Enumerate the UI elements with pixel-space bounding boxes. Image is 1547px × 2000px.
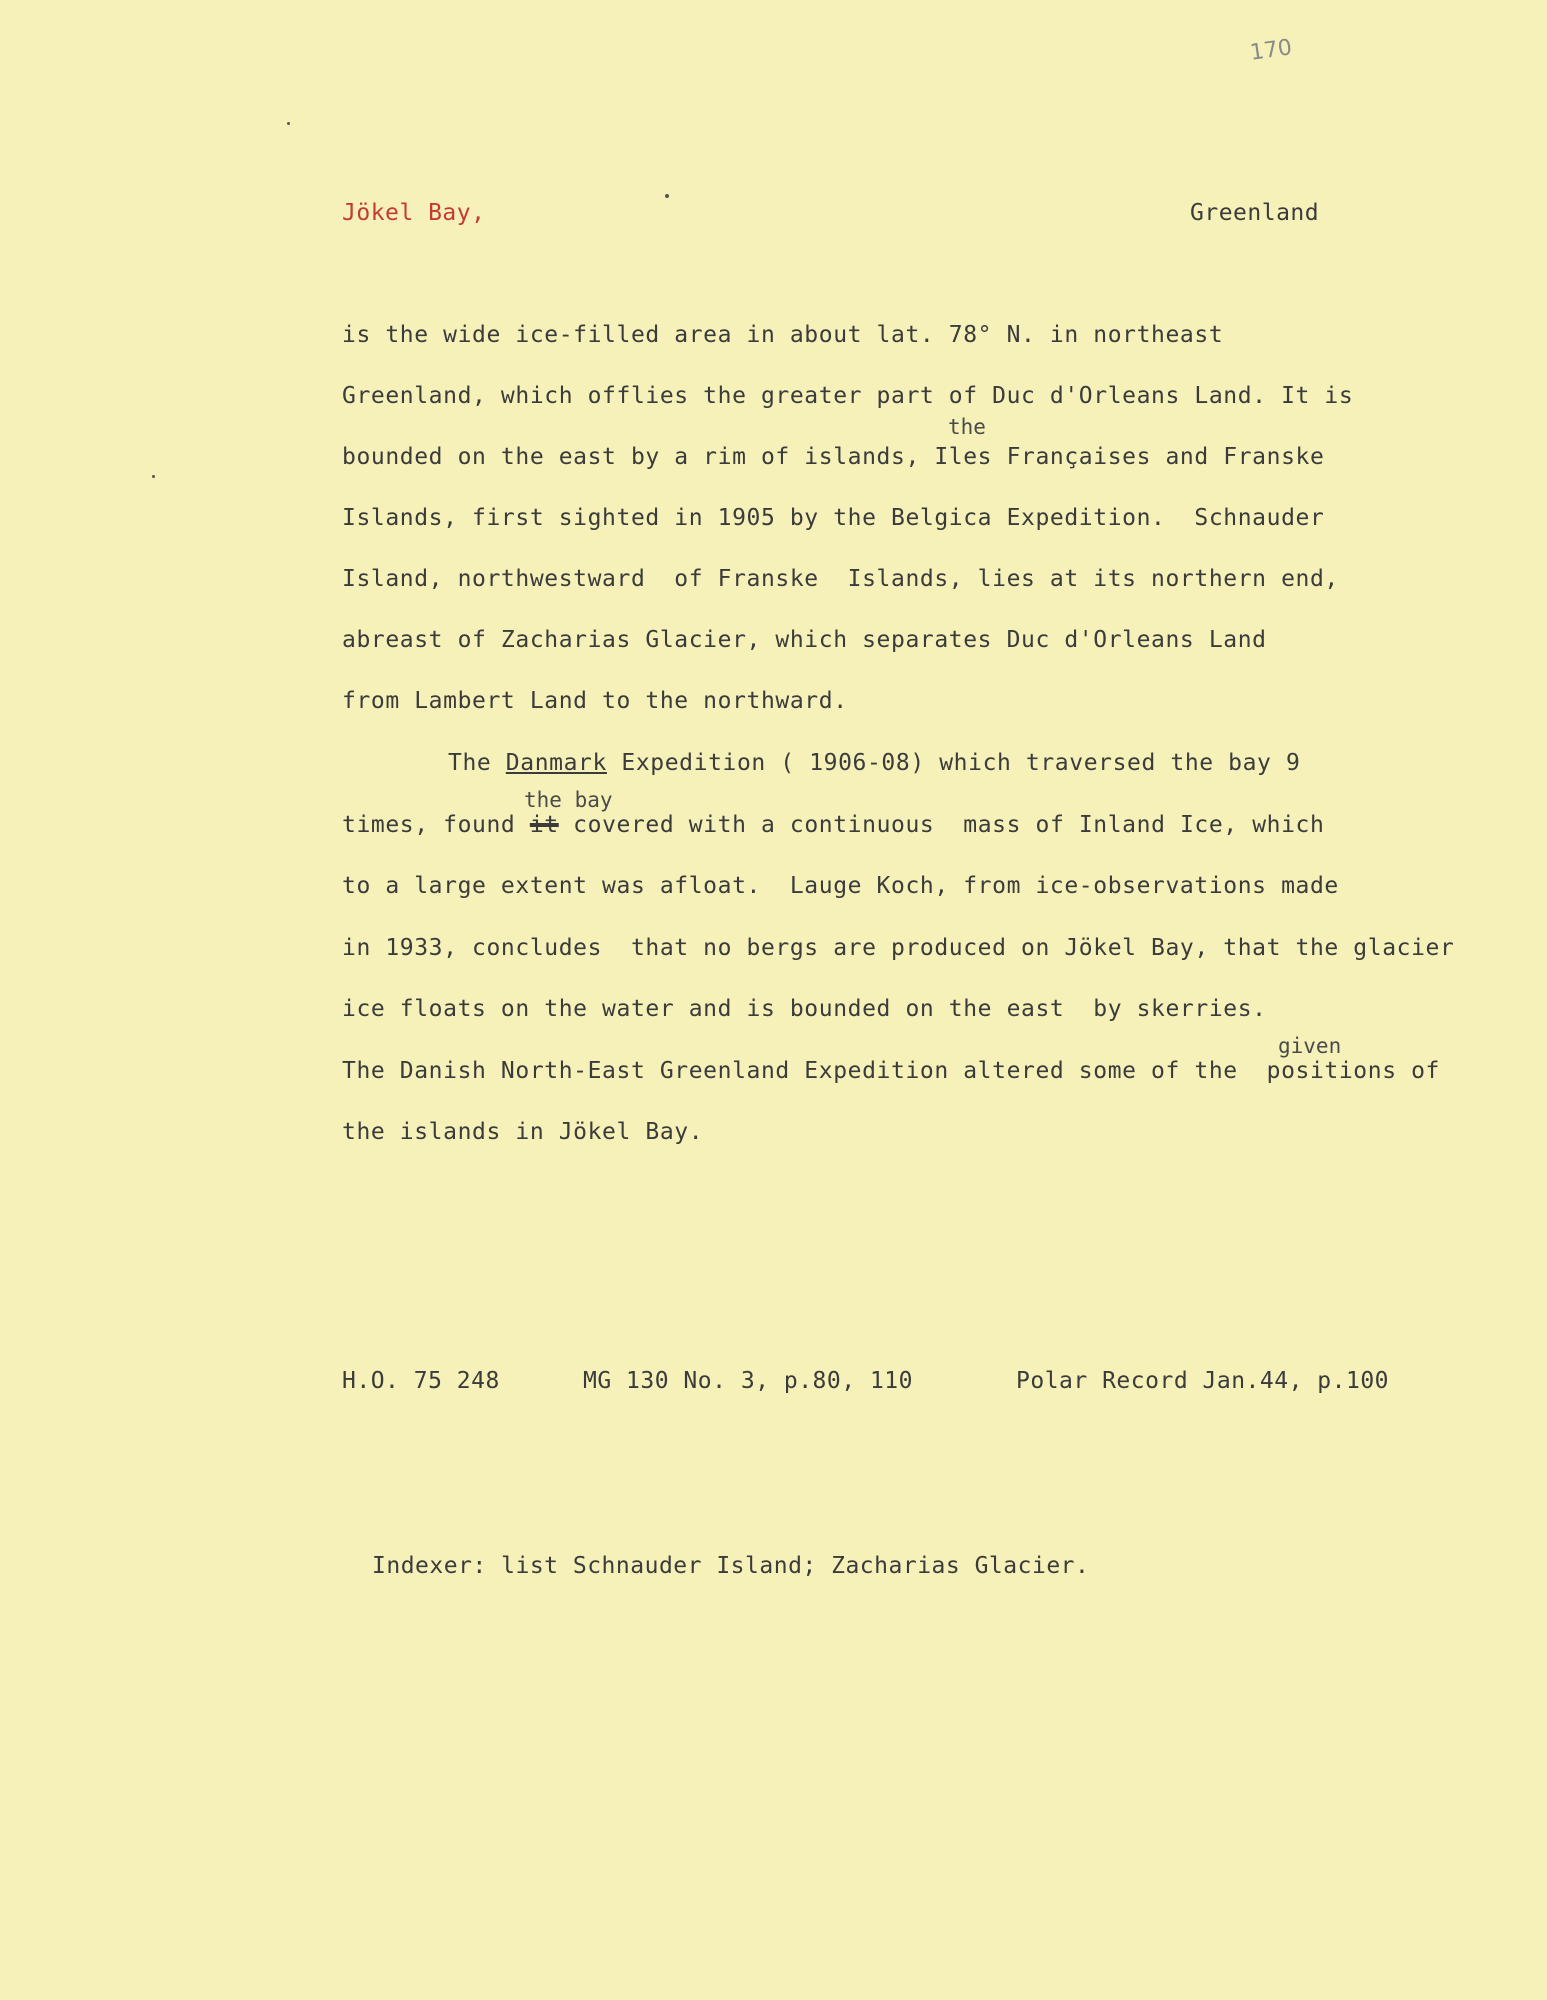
body-line-6: abreast of Zacharias Glacier, which separates Duc d'Orleans Land xyxy=(342,627,1267,653)
para2-line-2-end: covered with a continuous mass of Inland Ice, which xyxy=(558,812,1325,838)
para2-line-6: The Danish North-East Greenland Expedition altered some of the positions of xyxy=(342,1058,1440,1084)
body-line-5: Island, northwestward of Franske Islands, lies at its northern end, xyxy=(342,566,1339,592)
danmark-underlined: Danmark xyxy=(505,750,607,776)
struck-word: it xyxy=(529,812,559,838)
body-line-3: bounded on the east by a rim of islands, Iles Françaises and Franske xyxy=(342,444,1325,470)
entry-region: Greenland xyxy=(1190,200,1320,226)
scan-speck xyxy=(665,194,669,198)
para2-line-1-end: Expedition ( 1906-08) which traversed the bay 9 xyxy=(606,750,1301,776)
body-line-2: Greenland, which offlies the greater part of Duc d'Orleans Land. It is xyxy=(342,383,1354,409)
scan-speck xyxy=(287,122,290,125)
para2-line-3: to a large extent was afloat. Lauge Koch, from ice-observations made xyxy=(342,873,1339,899)
body-line-7: from Lambert Land to the northward. xyxy=(342,688,848,714)
body-line-1: is the wide ice-filled area in about lat. 78° N. in northeast xyxy=(342,322,1224,348)
indexer-note: Indexer: list Schnauder Island; Zacharias Glacier. xyxy=(372,1553,1090,1579)
entry-title: Jökel Bay, xyxy=(342,200,486,226)
page-number: 170 xyxy=(1248,35,1294,66)
para2-line-5: ice floats on the water and is bounded on the east by skerries. xyxy=(342,996,1267,1022)
para2-line-2-start: times, found xyxy=(342,812,530,838)
para2-line-1 xyxy=(448,750,1300,776)
para2-line-7: the islands in Jökel Bay. xyxy=(342,1119,704,1145)
para2-line-4: in 1933, concludes that no bergs are produced on Jökel Bay, that the glacier xyxy=(342,935,1455,961)
insertion-the: the xyxy=(948,415,986,439)
insertion-given: given xyxy=(1278,1034,1342,1058)
para2-line-1-start: The xyxy=(448,750,506,776)
reference-ho: H.O. 75 248 xyxy=(342,1368,500,1394)
para2-line-2 xyxy=(342,812,1324,838)
body-line-4: Islands, first sighted in 1905 by the Belgica Expedition. Schnauder xyxy=(342,505,1325,531)
scan-speck xyxy=(152,475,155,478)
insertion-the-bay: the bay xyxy=(524,788,613,812)
reference-mg: MG 130 No. 3, p.80, 110 xyxy=(583,1368,913,1394)
reference-polar-record: Polar Record Jan.44, p.100 xyxy=(1016,1368,1390,1394)
